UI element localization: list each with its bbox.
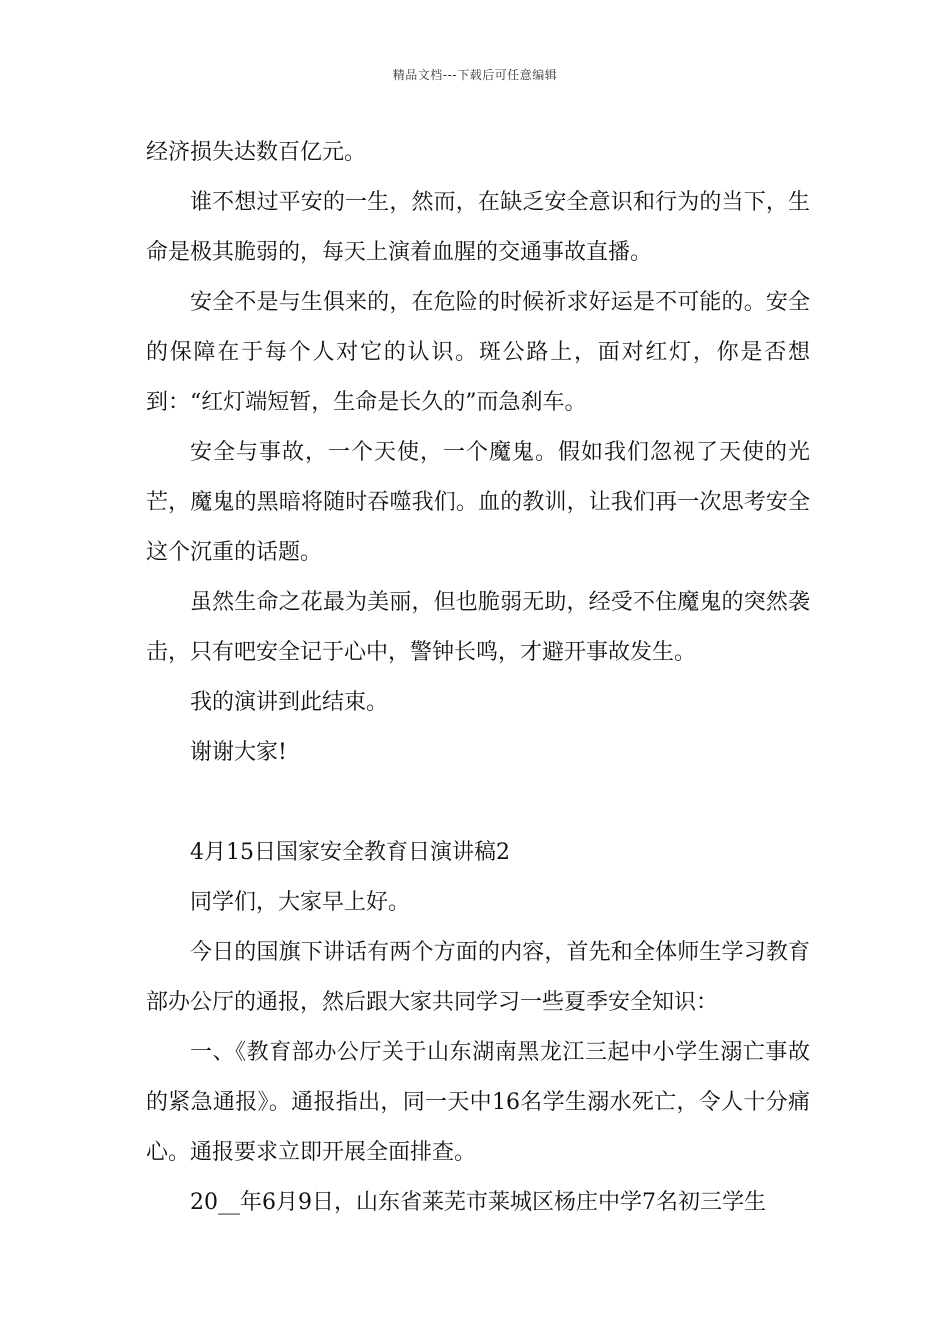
document-body [146,128,810,1228]
paragraph: 20__年6月9日，山东省莱芜市莱城区杨庄中学7名初三学生 [190,1190,766,1215]
section-gap [146,778,810,828]
paragraph: 我的演讲到此结束。 [190,690,389,715]
paragraph: 经济损失达数百亿元。 [146,140,367,165]
paragraph: 谁不想过平安的一生，然而，在缺乏安全意识和行为的当下，生命是极其脆弱的，每天上演着血腥的交通事故直播。 [146,190,810,265]
paragraph: 今日的国旗下讲话有两个方面的内容，首先和全体师生学习教育部办公厅的通报，然后跟大家共同学习一些夏季安全知识： [146,940,810,1015]
section-title: 4月15日国家安全教育日演讲稿2 [190,840,510,865]
page-header: 精品文档---下载后可任意编辑 [392,68,558,82]
paragraph: 谢谢大家! [190,740,287,765]
paragraph: 同学们，大家早上好。 [190,890,411,915]
paragraph: 安全与事故，一个天使，一个魔鬼。假如我们忽视了天使的光芒，魔鬼的黑暗将随时吞噬我们。血的教训，让我们再一次思考安全这个沉重的话题。 [146,440,810,565]
paragraph: 一、《教育部办公厅关于山东湖南黑龙江三起中小学生溺亡事故的紧急通报》。通报指出，同一天中16名学生溺水死亡，令人十分痛心。通报要求立即开展全面排查。 [146,1040,810,1165]
paragraph: 安全不是与生俱来的，在危险的时候祈求好运是不可能的。安全的保障在于每个人对它的认识。斑公路上，面对红灯，你是否想到：“红灯端短暂，生命是长久的”而急刹车。 [146,290,810,415]
paragraph: 虽然生命之花最为美丽，但也脆弱无助，经受不住魔鬼的突然袭击，只有吧安全记于心中，警钟长鸣，才避开事故发生。 [146,590,810,665]
